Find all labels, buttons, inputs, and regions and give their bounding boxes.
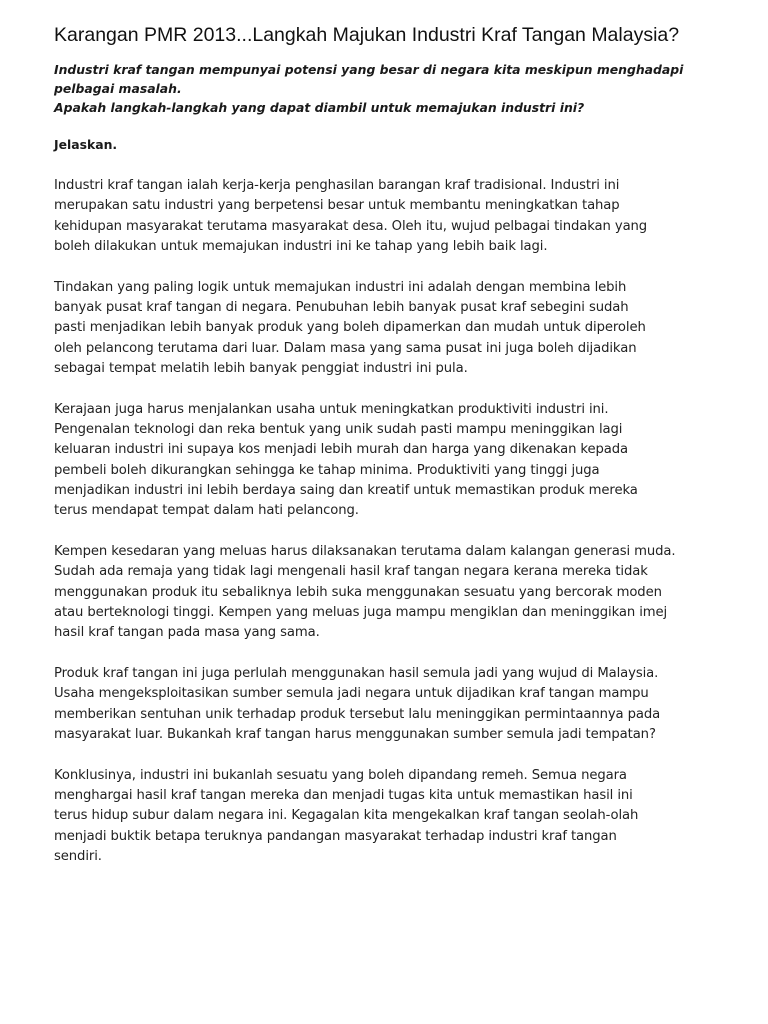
question-line: pelbagai masalah. bbox=[54, 81, 182, 96]
paragraph-line: Tindakan yang paling logik untuk memajukan industri ini adalah dengan membina lebih bbox=[54, 279, 627, 295]
paragraph-line: sebagai tempat melatih lebih banyak penggiat industri ini pula. bbox=[54, 360, 468, 376]
question-line: Apakah langkah-langkah yang dapat diambil untuk memajukan industri ini? bbox=[54, 100, 585, 115]
document-title: Karangan PMR 2013...Langkah Majukan Industri Kraf Tangan Malaysia? bbox=[54, 24, 680, 46]
paragraph-line: pembeli boleh dikurangkan sehingga ke tahap minima. Produktiviti yang tinggi juga bbox=[54, 462, 600, 478]
paragraph-line: pasti menjadikan lebih banyak produk yang boleh dipamerkan dan mudah untuk diperoleh bbox=[54, 320, 646, 336]
paragraph-line: merupakan satu industri yang berpetensi besar untuk membantu meningkatkan tahap bbox=[54, 198, 620, 214]
paragraph-conclusion bbox=[54, 766, 724, 867]
paragraph-line: Usaha mengeksploitasikan sumber semula jadi negara untuk dijadikan kraf tangan mampu bbox=[54, 686, 649, 702]
essay-body bbox=[54, 176, 724, 867]
paragraph-line: masyarakat luar. Bukankah kraf tangan harus menggunakan sumber semula jadi tempatan? bbox=[54, 726, 656, 742]
paragraph-line: keluaran industri ini supaya kos menjadi lebih murah dan harga yang dikenakan kepada bbox=[54, 442, 629, 458]
paragraph-line: menjadikan industri ini lebih berdaya saing dan kreatif untuk memastikan produk mereka bbox=[54, 482, 638, 498]
paragraph-line: hasil kraf tangan pada masa yang sama. bbox=[54, 625, 320, 641]
paragraph-natural-resources bbox=[54, 664, 724, 745]
paragraph-line: banyak pusat kraf tangan di negara. Penubuhan lebih banyak pusat kraf sebegini sudah bbox=[54, 299, 629, 315]
paragraph-line: menghargai hasil kraf tangan mereka dan menjadi tugas kita untuk memastikan hasil ini bbox=[54, 787, 633, 803]
paragraph-line: Kerajaan juga harus menjalankan usaha untuk meningkatkan produktiviti industri ini. bbox=[54, 401, 609, 417]
paragraph-line: atau berteknologi tinggi. Kempen yang meluas juga mampu mengiklan dan meninggikan imej bbox=[54, 604, 668, 620]
paragraph-awareness-campaign bbox=[54, 542, 724, 643]
paragraph-line: Pengenalan teknologi dan reka bentuk yang unik sudah pasti mampu meninggikan lagi bbox=[54, 421, 623, 437]
paragraph-craft-centres bbox=[54, 278, 724, 379]
paragraph-line: menjadi buktik betapa teruknya pandangan masyarakat terhadap industri kraf tangan bbox=[54, 828, 617, 844]
paragraph-introduction bbox=[54, 176, 724, 257]
paragraph-line: Industri kraf tangan ialah kerja-kerja penghasilan barangan kraf tradisional. Industri ini bbox=[54, 178, 620, 193]
paragraph-line: Kempen kesedaran yang meluas harus dilaksanakan terutama dalam kalangan generasi muda. bbox=[54, 543, 676, 559]
paragraph-line: terus hidup subur dalam negara ini. Kegagalan kita mengekalkan kraf tangan seolah-olah bbox=[54, 808, 639, 824]
paragraph-line: Sudah ada remaja yang tidak lagi mengenali hasil kraf tangan negara kerana mereka tidak bbox=[54, 564, 648, 580]
paragraph-line: Konklusinya, industri ini bukanlah sesuatu yang boleh dipandang remeh. Semua negara bbox=[54, 767, 627, 783]
essay-question bbox=[54, 60, 724, 117]
paragraph-line: memberikan sentuhan unik terhadap produk tersebut lalu meninggikan permintaannya pada bbox=[54, 706, 661, 722]
paragraph-line: kehidupan masyarakat terutama masyarakat desa. Oleh itu, wujud pelbagai tindakan yang bbox=[54, 218, 648, 234]
essay-instruction: Jelaskan. bbox=[54, 137, 118, 152]
paragraph-line: Produk kraf tangan ini juga perlulah menggunakan hasil semula jadi yang wujud di Malaysia. bbox=[54, 665, 659, 681]
paragraph-line: menggunakan produk itu sebaliknya lebih suka menggunakan sesuatu yang bercorak moden bbox=[54, 584, 662, 600]
paragraph-line: sendiri. bbox=[54, 848, 102, 864]
paragraph-line: oleh pelancong terutama dari luar. Dalam masa yang sama pusat ini juga boleh dijadikan bbox=[54, 340, 637, 356]
paragraph-line: boleh dilakukan untuk memajukan industri ini ke tahap yang lebih baik lagi. bbox=[54, 238, 548, 254]
question-line: Industri kraf tangan mempunyai potensi yang besar di negara kita meskipun menghadapi bbox=[54, 62, 684, 77]
paragraph-productivity bbox=[54, 400, 724, 522]
paragraph-line: terus mendapat tempat dalam hati pelancong. bbox=[54, 503, 359, 519]
